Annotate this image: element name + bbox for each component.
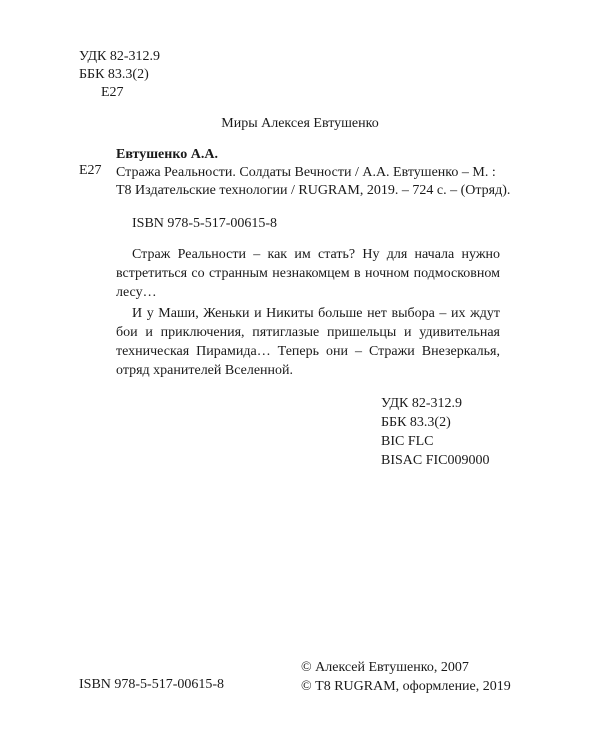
bisac-code: BISAC FIC009000 (381, 453, 490, 468)
bibliographic-record (116, 146, 510, 200)
classification-codes (381, 394, 490, 470)
bbk-code-right: ББК 83.3(2) (381, 415, 451, 430)
isbn-bottom: ISBN 978-5-517-00615-8 (79, 677, 225, 692)
bic-code: BIC FLC (381, 434, 434, 449)
series-title: Миры Алексея Евтушенко (221, 116, 379, 131)
bbk-code: ББК 83.3(2) (79, 67, 149, 82)
annotation-paragraph-2: И у Маши, Женьки и Никиты больше нет выбора – их ждут бои и приключения, пятиглазые пришельцы и удивительная техническая Пирамида… Теперь они – Стражи Внезеркалья, отряд хранителей Вселенной. (116, 306, 500, 378)
copyright-block (301, 658, 511, 696)
bibliography-author-mark: Е27 (79, 163, 102, 178)
author-name: Евтушенко А.А. (116, 147, 218, 162)
copyright-publisher: © Т8 RUGRAM, оформление, 2019 (301, 679, 511, 694)
udk-code-right: УДК 82-312.9 (381, 396, 463, 411)
top-classification-codes (79, 48, 160, 102)
bibliography-line-1: Стража Реальности. Солдаты Вечности / А.А. Евтушенко – М. : (116, 165, 496, 180)
annotation-paragraph-1: Страж Реальности – как им стать? Ну для начала нужно встретиться со странным незнакомцем в ночном подмосковном лесу… (116, 247, 500, 300)
annotation (116, 245, 500, 380)
isbn-middle: ISBN 978-5-517-00615-8 (132, 216, 278, 231)
copyright-author: © Алексей Евтушенко, 2007 (301, 660, 469, 675)
bibliography-line-2: Т8 Издательские технологии / RUGRAM, 2019. – 724 с. – (Отряд). (116, 183, 511, 198)
udk-code: УДК 82-312.9 (79, 49, 161, 64)
author-mark: Е27 (101, 85, 124, 100)
